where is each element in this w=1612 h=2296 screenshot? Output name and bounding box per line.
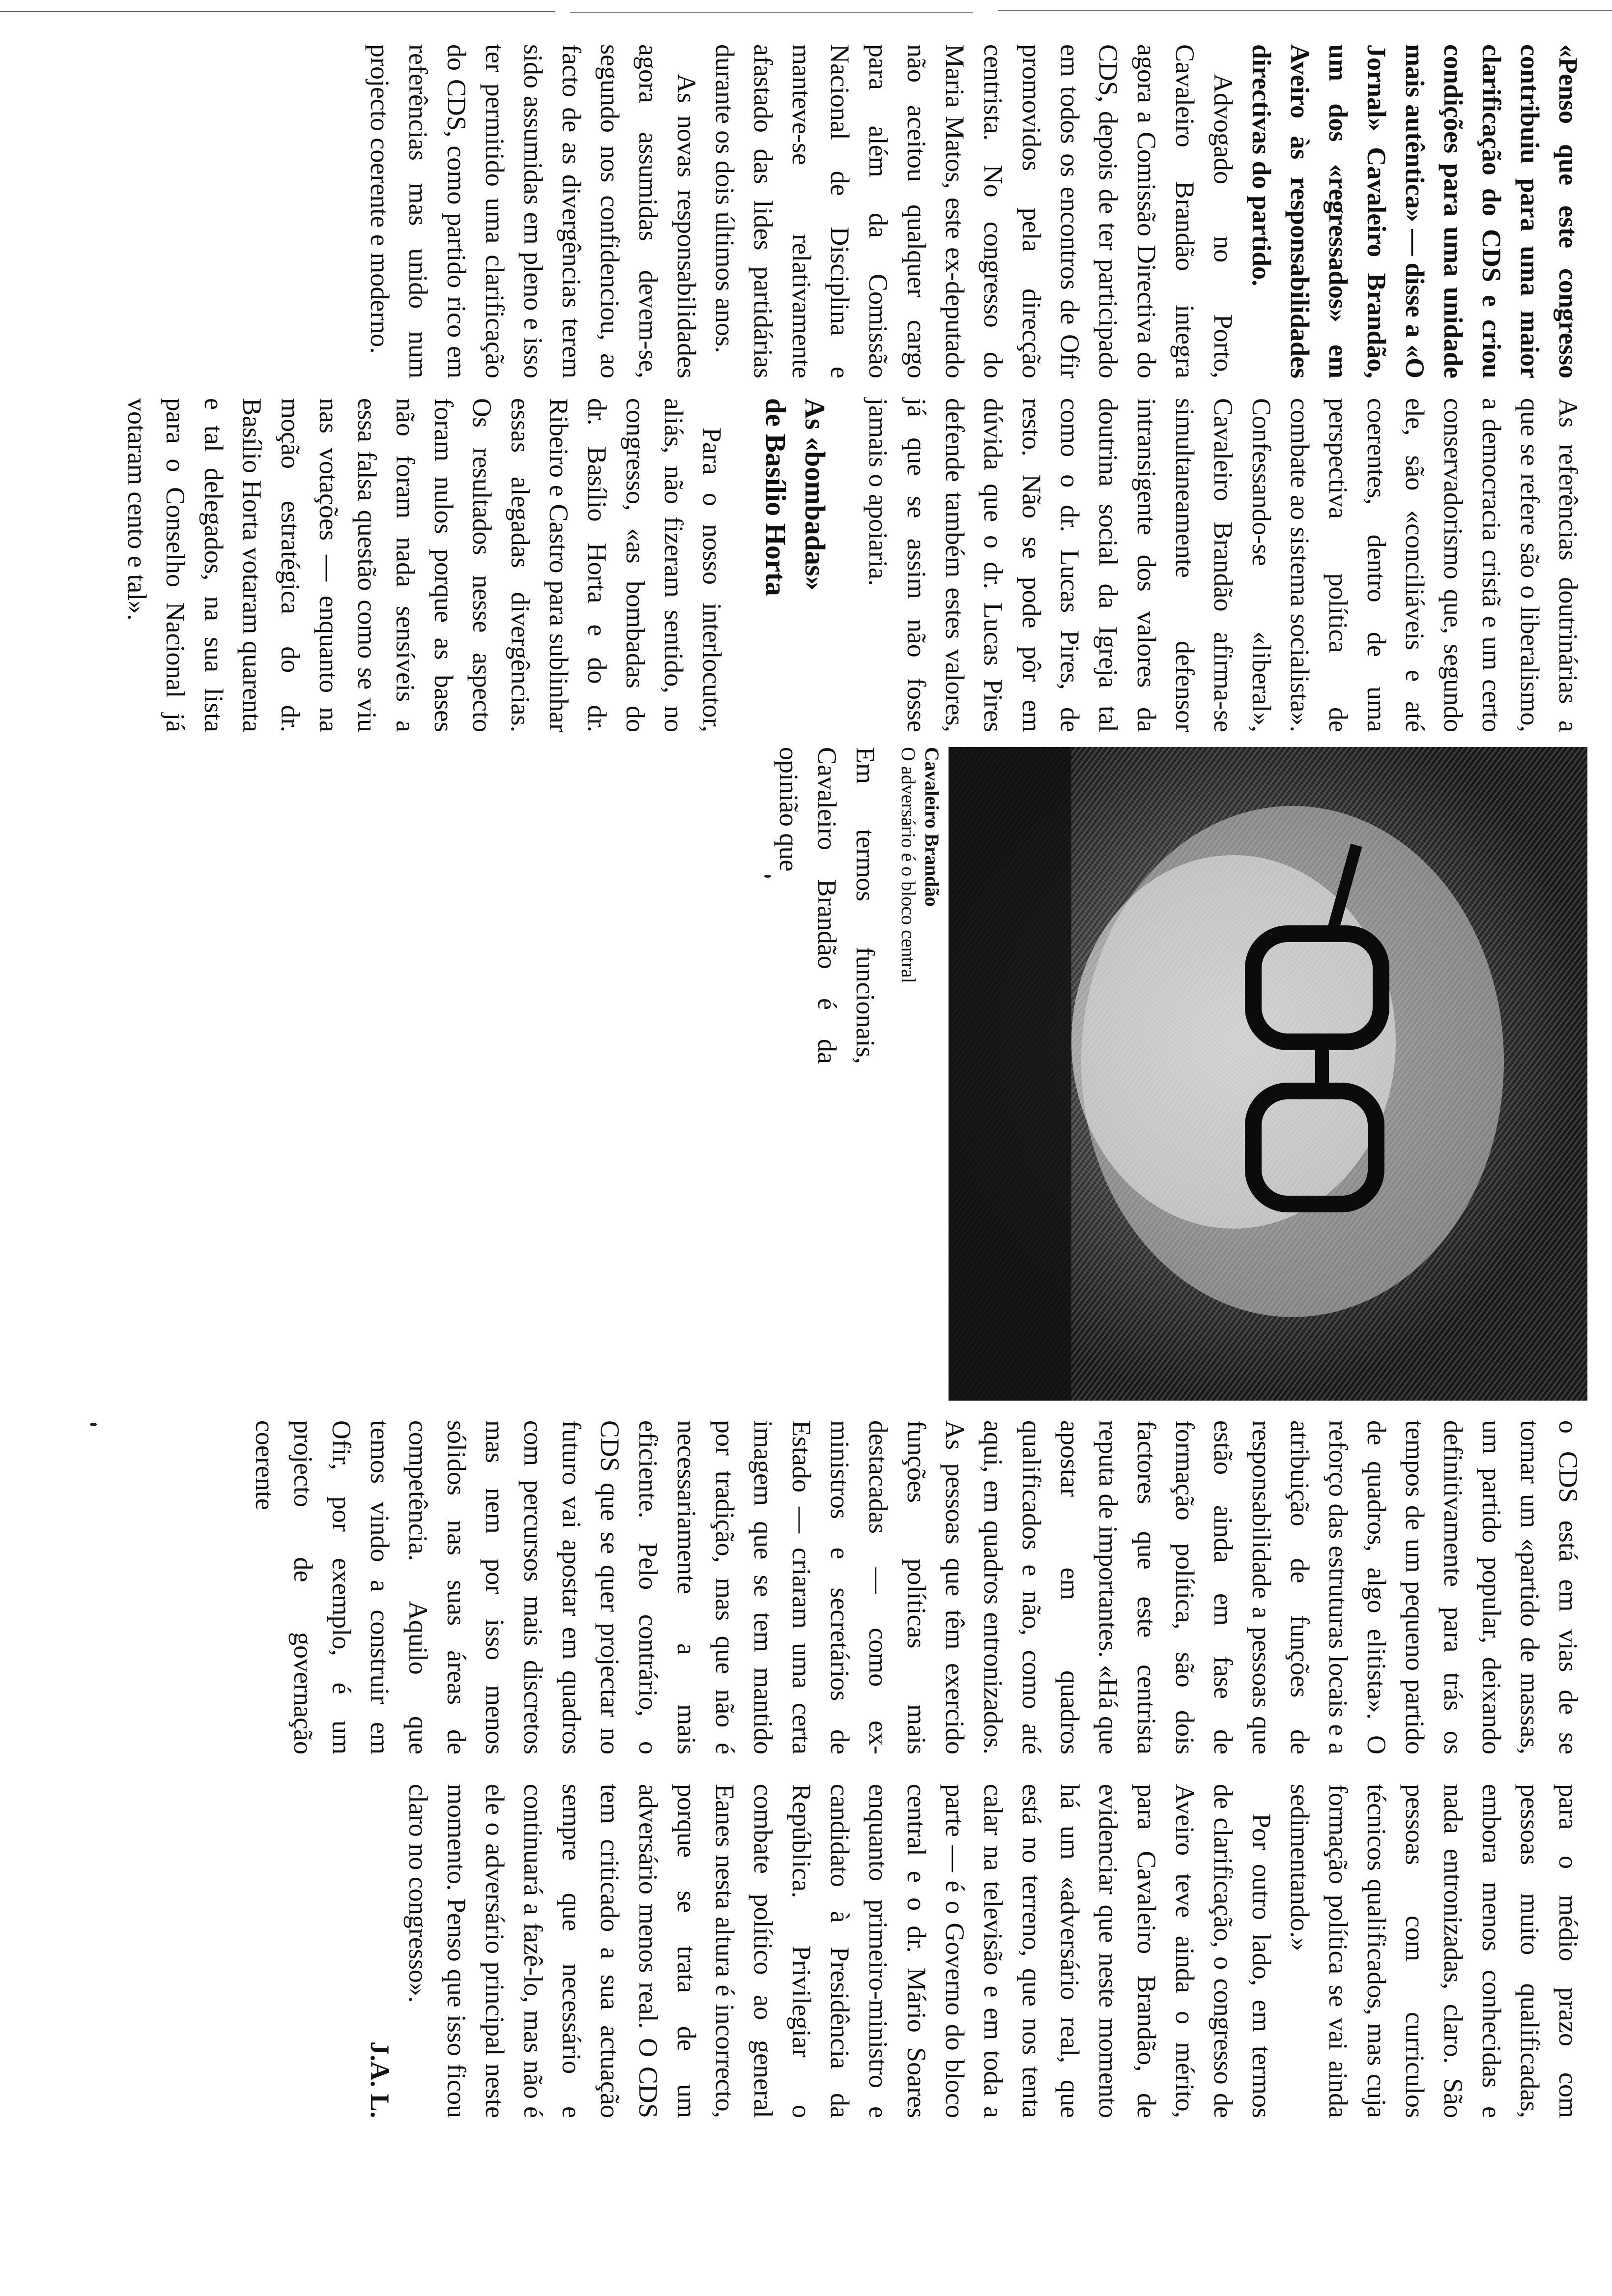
author-signature: J.A. L. <box>365 2041 395 2118</box>
article-column-4 <box>365 1784 1587 2118</box>
scan-edge-line <box>0 11 555 12</box>
section-subheading <box>756 398 835 732</box>
article-paragraph: para o médio prazo com pessoas muito qualificadas, embora menos conhecidas e nada entronizadas, claro. São pessoas com curriculos técnicos qualificados, mas cuja formação política se vai ainda sedimentando.» <box>1285 1784 1583 2118</box>
article-paragraph: As novas responsabilidades agora assumidas devem-se, segundo nos confidenciou, ao facto de as divergências terem sido assumidas em pleno e isso ter permitido uma clarificação do CDS, como partido rico em referências mas unido num projecto coerente e moderno. <box>365 44 701 378</box>
caption-name: Cavaleiro Brandão <box>921 747 943 907</box>
article-column-2 <box>122 398 1587 732</box>
article-paragraph: «Penso que este congresso contribuiu para uma maior clarificação do CDS e criou condições para uma unidade mais autêntica» — disse a «O Jornal» Cavaleiro Brandão, um dos «regressados» em Aveiro às responsabilidades directivas do partido. <box>1247 44 1583 378</box>
article-paragraph: o CDS está em vias de se tornar um «partido de massas, um partido popular, deixando definitivamente para trás os tempos de um pequeno partido de quadros, algo elitista». O reforço das estruturas locais e a atribuição de funções de responsabilidade a pessoas que estão ainda em fase de formação política, são dois factores que este centrista reputa de importantes. «Há que apostar em quadros qualificados e não, como até aqui, em quadros entronizados. As pessoas que têm exercido funções políticas mais destacadas — como ex-ministros e secretários de Estado — criaram uma certa imagem que se tem mantido por tradição, mas que não é necessariamente a mais eficiente. Pelo contrário, o CDS que se quer projectar no futuro vai apostar em quadros com percursos mais discretos mas nem por isso menos sólidos nas suas áreas de competência. Aquilo que temos vindo a construir em Ofir, por exemplo, é um projecto de governação coerente <box>250 1420 1583 1754</box>
newspaper-article <box>122 44 1587 2138</box>
caption-text: O adversário é o bloco central <box>897 747 920 983</box>
article-column-3 <box>250 1420 1587 1754</box>
portrait-photo <box>949 747 1587 1401</box>
scan-edge-line <box>998 10 1612 11</box>
article-paragraph: Por outro lado, em termos de clarificação, o congresso de Aveiro teve ainda o mérito, para Cavaleiro Brandão, de evidenciar que neste momento há um «adversário real, que está no terreno, que nos tenta calar na televisão e em toda a parte — é o Governo do bloco central e o dr. Mário Soares enquanto primeiro-ministro e candidato à Presidência da República. Privilegiar o combate político ao general Eanes nesta altura é incorrecto, porque se trata de um adversário menos real. O CDS tem criticado a sua actuação sempre que necessário e continuará a fazê-lo, mas não é ele o adversário principal neste momento. Penso que isso ficou claro no congresso». <box>403 1784 1276 2118</box>
article-paragraph: Em termos funcionais, Cavaleiro Brandão é da opinião que <box>774 747 880 1064</box>
scan-edge-line <box>570 12 973 13</box>
subheading-line: de Basílio Horta <box>760 398 792 596</box>
article-paragraph: Advogado no Porto, Cavaleiro Brandão integra agora a Comissão Directiva do CDS, depois de ter participado em todos os encontros de Ofir promovidos pela direcção centrista. No congresso do Maria Matos, este ex-deputado não aceitou qualquer cargo para além da Comissão Nacional de Disciplina e manteve-se relativamente afastado das lides partidárias durante os dois últimos anos. <box>710 44 1238 378</box>
article-column-1 <box>365 44 1587 378</box>
scan-speck <box>90 1423 97 1426</box>
photo-caption <box>896 747 944 1401</box>
text-below-photo <box>590 747 885 1401</box>
article-paragraph: Para o nosso interlocutor, aliás, não fizeram sentido, no congresso, «as bombadas do dr. Basílio Horta e do dr. Ribeiro e Castro para sublinhar essas alegadas divergências. Os resultados nesse aspecto foram nulos porque as bases não foram nada sensíveis a essa falsa questão como se viu nas votações — enquanto na moção estratégica do dr. Basílio Horta votaram quarenta e tal delegados, na sua lista para o Conselho Nacional já votaram cento e tal». <box>122 398 727 732</box>
portrait-glasses-icon <box>949 747 1587 1401</box>
subheading-line: As «bombadas» <box>799 398 831 591</box>
article-paragraph: As referências doutrinárias a que se refere são o liberalismo, a democracia cristã e um certo conservadorismo que, segundo ele, são «conciliáveis e até coerentes, dentro de uma perspectiva política de combate ao sistema socialista». Confessando-se «liberal», Cavaleiro Brandão afirma-se simultaneamente defensor intransigente dos valores da doutrina social da Igreja tal como o dr. Lucas Pires, de resto. Não se pode pôr em dúvida que o dr. Lucas Pires defende também estes valores, já que se assim não fosse jamais o apoiaria. <box>864 398 1583 732</box>
